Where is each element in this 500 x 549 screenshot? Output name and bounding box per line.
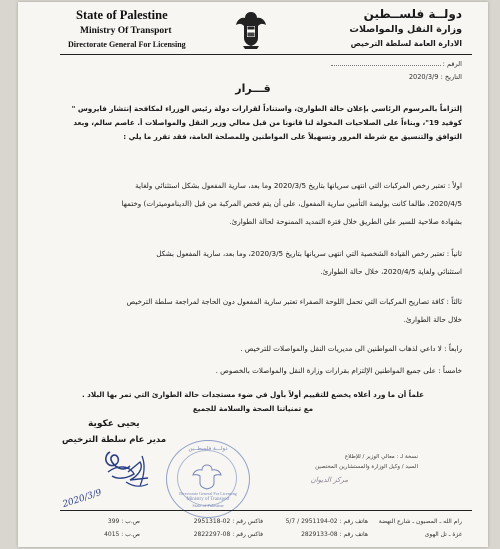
footer-pobox: ص.ب : 399 ص.ب : 4015	[104, 518, 140, 538]
item-line: 2020/4/5، طالما كانت بوليصة التأمين سارية المفعول، على أن يتم فحص المركبة من قبل (الديناموميترات) وختمها	[121, 199, 462, 208]
reference-number: الرقم :	[331, 60, 462, 68]
decision-item-4	[44, 340, 462, 358]
intro-line: كوفيد 19"، وبناءاً على الصلاحيات المخولة لنا قانونا من قبل معالي وزير النقل والمواصلات أ. عاصم سالم، وبعد	[73, 118, 462, 127]
closing-line: علماً أن ما ورد أعلاه يخضع للتقييم أولاً بأول في ضوء مستجدات حالة الطوارئ التي تمر بها البلاد .	[81, 390, 425, 399]
decision-item-3	[44, 293, 462, 329]
document-date: التاريخ : 2020/3/9	[408, 73, 462, 81]
item-line: خامساً : على جميع المواطنين الإلتزام بقرارات وزارة النقل والمواصلات بالخصوص .	[215, 366, 462, 375]
decision-item-1	[44, 177, 462, 231]
item-line: ثالثاً : كافة تصاريح المركبات التي تحمل اللوحة الصفراء تعتبر سارية المفعول دون الحاجة لمراجعة سلطة الترخيص	[126, 297, 462, 306]
footer-phone: هاتف رقم : 02-2951194 / 5/7 هاتف رقم : 08-2829133	[285, 518, 368, 538]
official-stamp: دولـــة فلسطــين Directorate General For Licensing Ministry of Transport State of Palestine	[166, 440, 250, 518]
header-divider	[60, 54, 472, 55]
header-ar-state: دولــة فلســطين	[363, 7, 462, 21]
intro-paragraph	[44, 102, 462, 144]
item-line: اولاً : تعتبر رخص المركبات التي انتهى سريانها بتاريخ 2020/3/5 وما بعد، سارية المفعول بشكل استثنائي ولغاية	[135, 181, 462, 190]
item-line: بشهادة صلاحية للسير على الطريق خلال فترة التمديد الممنوحة لحالة الطوارئ.	[229, 217, 462, 226]
item-line: رابعاً : لا داعي لذهاب المواطنين الى مديريات النقل والمواصلات للترخيص .	[240, 344, 462, 353]
footer-fax: فاكس رقم : 02-2951318 فاكس رقم : 08-2822297	[193, 518, 263, 538]
intro-line: إلتزاماً بالمرسوم الرئاسي بإعلان حالة الطوارئ، واستناداً لقرارات دولة رئيس الوزراء لمكافحة إنتشار فايروس "	[71, 104, 462, 113]
header-ar-ministry: وزارة النقل والمواصلات	[349, 24, 462, 35]
document-page	[18, 2, 488, 547]
header-ar-directorate: الادارة العامة لسلطة الترخيص	[350, 39, 462, 48]
decision-title: قـــرار	[235, 82, 271, 95]
intro-line: التوافق والتنسيق مع شرطة المرور وتسهيلاً على المواطنين وللمصلحة العامة، فقد تقرر ما يلي :	[123, 132, 462, 141]
footer-address: رام الله ـ المصيون ـ شارع النهضة غزة ـ تل الهوى	[378, 518, 462, 538]
header-en-directorate: Directorate General For Licensing	[68, 40, 186, 49]
decision-item-2	[44, 245, 462, 281]
signatory-name: يحيى عكوية	[88, 419, 140, 429]
handwritten-date: 2020/3/9	[61, 487, 103, 511]
palestine-eagle-emblem-icon	[233, 8, 269, 50]
item-line: ثانياً : تعتبر رخص القيادة الشخصية التي انتهى سريانها بتاريخ 2020/3/5، وما بعد، سارية المفعول بشكل	[156, 249, 462, 258]
header-en-ministry: Ministry Of Transport	[80, 26, 172, 36]
closing-line: مع تمنياتنا الصحة والسلامة للجميع	[192, 404, 314, 413]
cc-line-1: نسخة لـ : معالي الوزير / للإطلاع	[344, 454, 418, 460]
item-line: استثنائي ولغاية 2020/4/5، خلال حالة الطوارئ.	[320, 267, 462, 276]
cc-line-2: السيد / وكيل الوزارة والمستشارين المختصين	[315, 464, 418, 470]
cc-handwritten-note: مركز الديوان	[310, 476, 348, 484]
footer-divider	[60, 510, 472, 511]
decision-item-5	[44, 362, 462, 380]
closing-paragraph	[18, 388, 488, 416]
signatory-title: مدير عام سلطة الترخيص	[62, 435, 167, 445]
header-en-state: State of Palestine	[76, 8, 168, 22]
item-line: خلال حالة الطوارئ.	[403, 315, 462, 324]
